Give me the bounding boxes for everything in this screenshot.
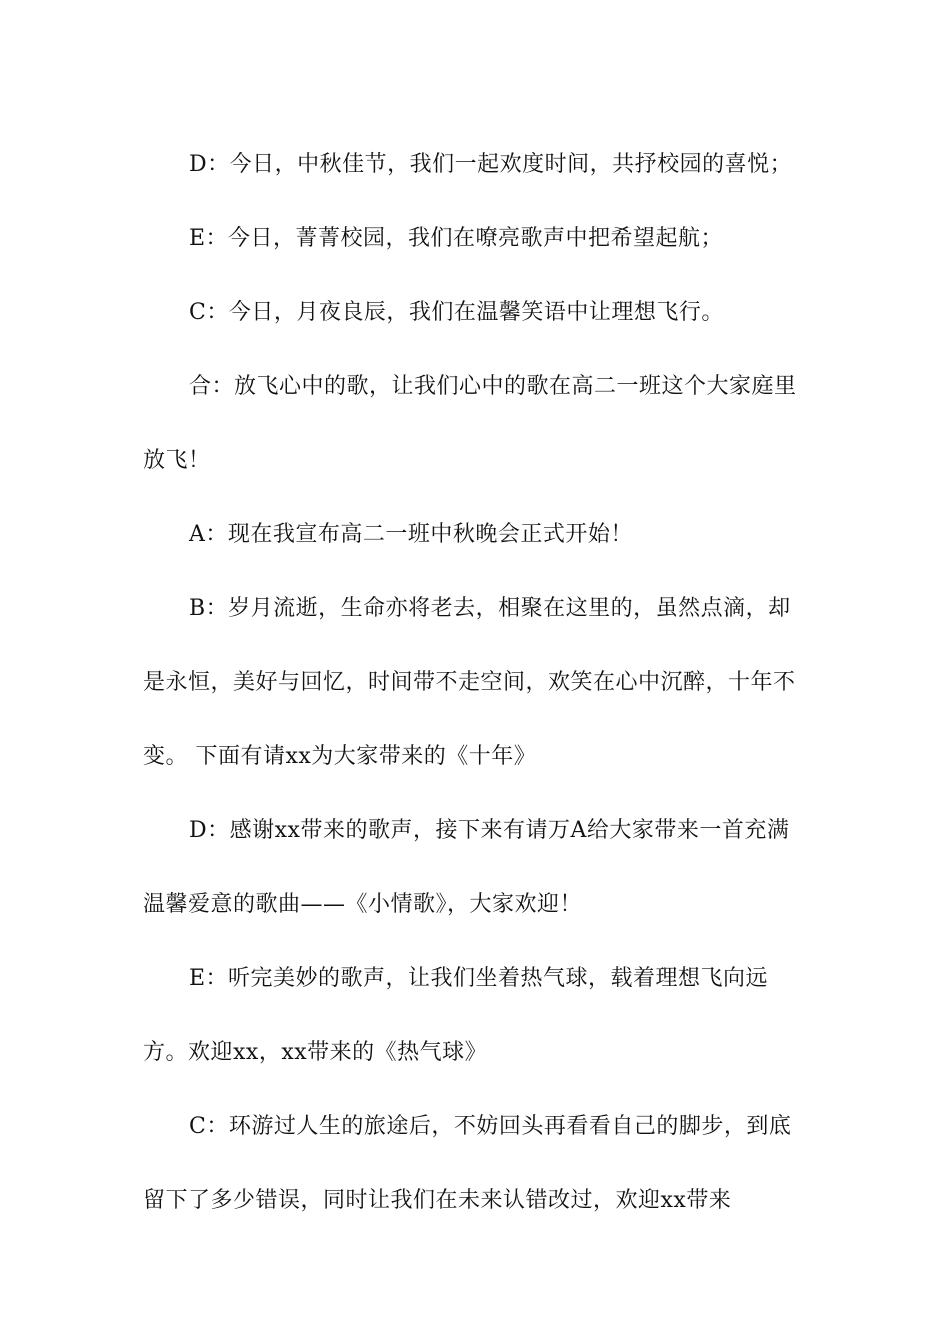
- paragraph-d-greeting: D：今日，中秋佳节，我们一起欢度时间，共抒校园的喜悦；: [189, 152, 793, 177]
- paragraph-c-greeting: C：今日，月夜良辰，我们在温馨笑语中让理想飞行。: [189, 300, 724, 325]
- paragraph-together: 合：放飞心中的歌，让我们心中的歌在高二一班这个大家庭里放飞！: [143, 374, 797, 473]
- paragraph-c-journey: C：环游过人生的旅途后，不妨回头再看看自己的脚步，到底留下了多少错误，同时让我们在未来认错改过，欢迎xx带来: [143, 1114, 792, 1213]
- paragraph-a-opening: A：现在我宣布高二一班中秋晚会正式开始！: [189, 522, 633, 547]
- paragraph-e-balloon: E：听完美妙的歌声，让我们坐着热气球，载着理想飞向远方。欢迎xx，xx带来的《热气球》: [143, 966, 769, 1065]
- paragraph-b-ten-years: B：岁月流逝，生命亦将老去，相聚在这里的，虽然点滴，却是永恒，美好与回忆，时间带不走空间，欢笑在心中沉醉，十年不变。 下面有请xx为大家带来的《十年》: [143, 596, 796, 769]
- document-body: [143, 128, 811, 1238]
- paragraph-e-greeting: E：今日，菁菁校园，我们在嘹亮歌声中把希望起航；: [189, 226, 724, 251]
- paragraph-d-love-song: D：感谢xx带来的歌声，接下来有请万A给大家带来一首充满温馨爱意的歌曲——《小情歌》，大家欢迎！: [143, 818, 790, 917]
